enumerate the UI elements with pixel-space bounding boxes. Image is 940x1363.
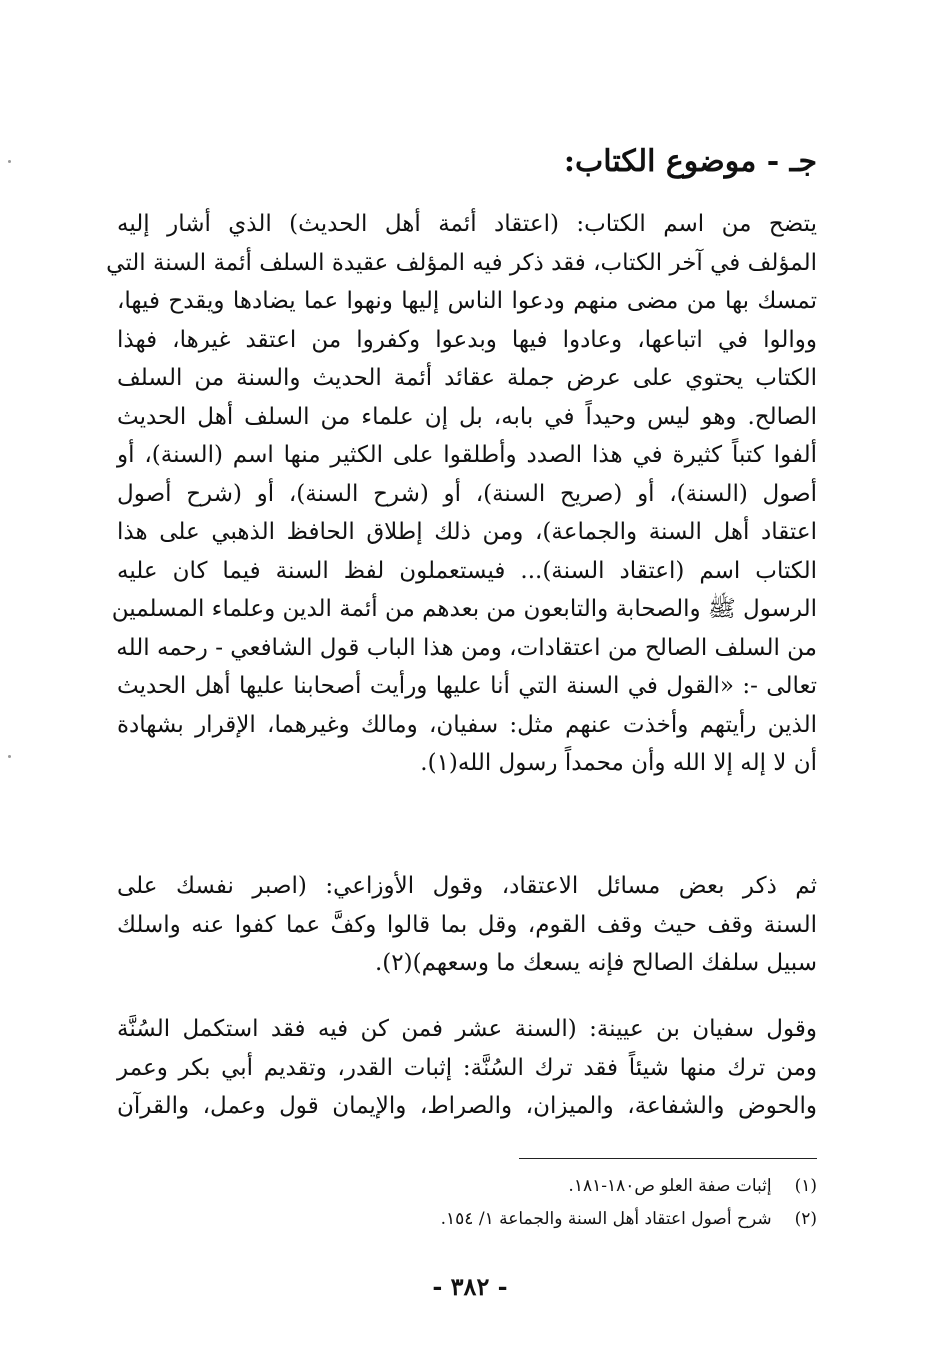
text-line: أن لا إله إلا الله وأن محمداً رسول الله(١). [420,750,817,776]
footnote-number: (١) [794,1176,817,1196]
margin-mark [8,160,11,163]
text-line: سبيل سلفك الصالح فإنه يسعك ما وسعهم)(٢). [375,950,817,976]
section-heading: جـ - موضوع الكتاب: [563,144,817,179]
text-line: ألفوا كتباً كثيرة في هذا الصدد وأطلقوا على الكثير منها اسم (السنة)، أو [117,442,817,468]
text-line: ومن ترك منها شيئاً فقد ترك السُنَّة: إثبات القدر، وتقديم أبي بكر وعمر [117,1054,817,1081]
text-line: الكتاب يحتوي على عرض جملة عقائد أئمة الحديث والسنة من السلف [117,365,817,391]
page-number: - ٣٨٢ - [432,1272,508,1301]
footnote-2 [441,1205,817,1233]
footnote-text: شرح أصول اعتقاد أهل السنة والجماعة ١/ ١٥٤. [440,1209,772,1229]
text-line: الرسول ﷺ والصحابة والتابعون من بعدهم من أئمة الدين وعلماء المسلمين [111,596,817,622]
text-line: أصول (السنة)، أو (صريح السنة)، أو (شرح السنة)، أو (شرح أصول [117,480,817,507]
paragraph-3 [117,1010,817,1126]
text-line: وقول سفيان بن عيينة: (السنة عشر فمن كن فيه فقد استكمل السُنَّة [117,1016,817,1042]
paragraph-1 [106,205,817,783]
footnote-number: (٢) [794,1209,817,1229]
margin-mark [8,755,11,758]
text-line: الذين رأيتهم وأخذت عنهم مثل: سفيان، ومالك وغيرهما، الإقرار بشهادة [117,711,817,738]
text-line: ووالوا في اتباعها، وعادوا فيها وبدعوا وكفروا من اعتقد غيرها، فهذا [117,326,817,353]
text-line: تعالى -: «القول في السنة التي أنا عليها ورأيت أصحابنا عليها أهل الحديث [117,673,817,699]
text-line: الصالح. وهو ليس وحيداً في بابه، بل إن علماء من السلف أهل الحديث [117,403,817,430]
footnote-1 [568,1172,817,1200]
text-line: المؤلف في آخر الكتاب، فقد ذكر فيه المؤلف عقيدة السلف أئمة السنة التي [106,249,817,276]
text-line: تمسك بها من مضى منهم ودعوا الناس إليها ونهوا عما يضادها ويقدح فيها، [117,288,817,314]
text-line: يتضح من اسم الكتاب: (اعتقاد أئمة أهل الحديث) الذي أشار إليه [117,211,817,237]
text-line: من السلف الصالح من اعتقادات، ومن هذا الباب قول الشافعي - رحمه الله [116,634,817,661]
footnote-separator [519,1158,817,1159]
text-line: اعتقاد أهل السنة والجماعة)، ومن ذلك إطلاق الحافظ الذهبي على هذا [117,519,817,545]
text-line: السنة وقف حيث وقف القوم، وقل بما قالوا وكفَّ عما كفوا عنه واسلك [117,911,817,938]
text-line: ثم ذكر بعض مسائل الاعتقاد، وقول الأوزاعي: (اصبر نفسك على [117,873,817,899]
paragraph-2 [117,867,817,983]
text-line: الكتاب اسم (اعتقاد السنة)... فيستعملون لفظ السنة فيما كان عليه [117,557,817,584]
text-line: والحوض والشفاعة، والميزان، والصراط، والإيمان قول وعمل، والقرآن [117,1093,817,1119]
footnote-text: إثبات صفة العلو ص١٨٠-١٨١. [568,1176,772,1196]
